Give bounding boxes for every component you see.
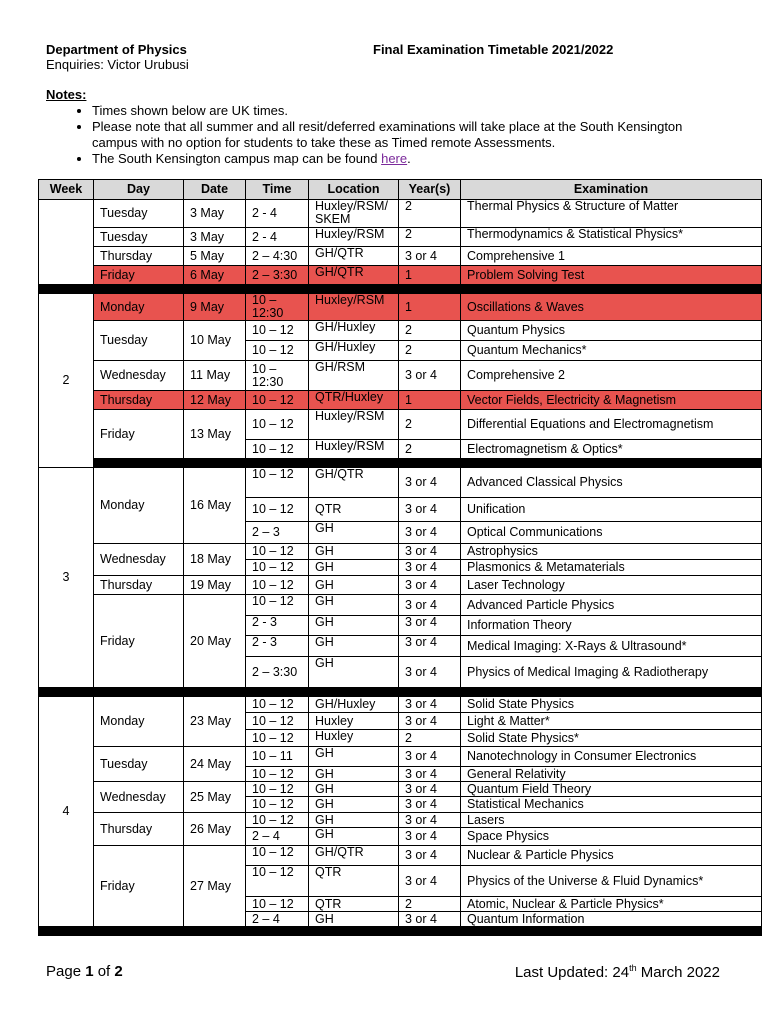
years-cell: 2 (399, 321, 461, 341)
time-cell: 10 – 12 (246, 797, 309, 813)
page-current: 1 (85, 963, 94, 980)
years-cell: 3 or 4 (399, 846, 461, 866)
time-cell: 2 - 4 (246, 200, 309, 228)
years-cell: 3 or 4 (399, 468, 461, 498)
col-time-header: Time (246, 180, 309, 200)
exam-cell: Solid State Physics* (461, 730, 762, 747)
day-cell: Thursday (94, 576, 184, 595)
table-row (39, 321, 762, 341)
location-cell: QTR (309, 897, 399, 912)
day-cell: Thursday (94, 391, 184, 410)
table-row (39, 228, 762, 247)
location-cell: Huxley/RSM (309, 410, 399, 440)
exam-cell: Comprehensive 1 (461, 247, 762, 266)
note-item: • Times shown below are UK times. (92, 103, 726, 119)
table-row (39, 595, 762, 616)
date-cell: 9 May (184, 294, 246, 321)
exam-cell: General Relativity (461, 767, 762, 782)
table-row (39, 846, 762, 866)
campus-map-link[interactable]: here (381, 151, 408, 166)
time-cell: 2 – 3:30 (246, 657, 309, 688)
time-cell: 10 – 12 (246, 321, 309, 341)
exam-cell: Differential Equations and Electromagnetism (461, 410, 762, 440)
date-cell: 20 May (184, 595, 246, 688)
years-cell: 1 (399, 294, 461, 321)
location-cell: GH (309, 560, 399, 576)
date-cell: 16 May (184, 468, 246, 544)
time-cell: 10 – 12 (246, 576, 309, 595)
exam-cell: Oscillations & Waves (461, 294, 762, 321)
years-cell: 3 or 4 (399, 697, 461, 713)
page-total: 2 (114, 963, 123, 980)
table-row-highlighted (39, 391, 762, 410)
location-cell: GH (309, 636, 399, 657)
years-cell: 1 (399, 266, 461, 285)
date-cell: 10 May (184, 321, 246, 361)
time-cell: 2 – 4 (246, 912, 309, 927)
enquiries-contact: Enquiries: Victor Urubusi (46, 57, 189, 72)
exam-cell: Atomic, Nuclear & Particle Physics* (461, 897, 762, 912)
exam-cell: Quantum Field Theory (461, 782, 762, 797)
location-cell: GH (309, 782, 399, 797)
years-cell: 2 (399, 341, 461, 361)
time-cell: 2 – 3 (246, 522, 309, 544)
years-cell: 3 or 4 (399, 576, 461, 595)
exam-cell: Laser Technology (461, 576, 762, 595)
time-cell: 10 – 12 (246, 897, 309, 912)
date-cell: 12 May (184, 391, 246, 410)
location-cell: QTR/Huxley (309, 391, 399, 410)
col-date-header: Date (184, 180, 246, 200)
week-separator (39, 688, 762, 697)
notes-section (46, 87, 726, 167)
page-of: of (93, 963, 115, 980)
note-item: • Please note that all summer and all resit/deferred examinations will take place at the South Kensington campus with no option for students to take these as Timed remote Assessments. (92, 119, 726, 151)
week-separator (39, 459, 762, 468)
years-cell: 3 or 4 (399, 813, 461, 828)
department-name: Department of Physics (46, 42, 187, 57)
table-row-highlighted (39, 294, 762, 321)
date-cell: 25 May (184, 782, 246, 813)
years-cell: 3 or 4 (399, 616, 461, 636)
page-indicator (46, 963, 123, 980)
day-cell: Wednesday (94, 361, 184, 391)
location-cell: GH/Huxley (309, 697, 399, 713)
exam-cell: Physics of the Universe & Fluid Dynamics* (461, 866, 762, 897)
table-row (39, 247, 762, 266)
week-cell: 4 (39, 697, 94, 927)
location-cell: GH (309, 657, 399, 688)
date-cell: 23 May (184, 697, 246, 747)
years-cell: 3 or 4 (399, 498, 461, 522)
location-cell: GH/QTR (309, 266, 399, 285)
time-cell: 10 – 12:30 (246, 361, 309, 391)
time-cell: 10 – 12 (246, 767, 309, 782)
col-week-header: Week (39, 180, 94, 200)
col-years-header: Year(s) (399, 180, 461, 200)
date-cell: 3 May (184, 228, 246, 247)
years-cell: 3 or 4 (399, 544, 461, 560)
location-cell: GH/QTR (309, 247, 399, 266)
exam-cell: Statistical Mechanics (461, 797, 762, 813)
timetable (38, 179, 762, 936)
location-cell: GH/QTR (309, 846, 399, 866)
time-cell: 10 – 12 (246, 498, 309, 522)
day-cell: Wednesday (94, 782, 184, 813)
day-cell: Friday (94, 410, 184, 459)
years-cell: 3 or 4 (399, 595, 461, 616)
table-row (39, 576, 762, 595)
time-cell: 10 – 12 (246, 782, 309, 797)
date-cell: 5 May (184, 247, 246, 266)
time-cell: 2 – 4:30 (246, 247, 309, 266)
location-cell: QTR (309, 498, 399, 522)
day-cell: Tuesday (94, 321, 184, 361)
location-cell: GH (309, 616, 399, 636)
location-cell: GH/Huxley (309, 321, 399, 341)
day-cell: Thursday (94, 247, 184, 266)
time-cell: 10 – 12 (246, 468, 309, 498)
location-cell: GH (309, 595, 399, 616)
document-title: Final Examination Timetable 2021/2022 (373, 42, 614, 57)
time-cell: 10 – 12 (246, 391, 309, 410)
map-note-text: The South Kensington campus map can be found (92, 151, 382, 166)
exam-cell: Problem Solving Test (461, 266, 762, 285)
time-cell: 10 – 12 (246, 846, 309, 866)
table-row (39, 697, 762, 713)
day-cell: Monday (94, 697, 184, 747)
years-cell: 1 (399, 391, 461, 410)
day-cell: Friday (94, 266, 184, 285)
updated-ordinal: th (629, 963, 637, 973)
exam-cell: Plasmonics & Metamaterials (461, 560, 762, 576)
years-cell: 3 or 4 (399, 912, 461, 927)
time-cell: 10 – 12 (246, 866, 309, 897)
location-cell: GH/RSM (309, 361, 399, 391)
exam-cell: Physics of Medical Imaging & Radiotherapy (461, 657, 762, 688)
date-cell: 19 May (184, 576, 246, 595)
exam-cell: Optical Communications (461, 522, 762, 544)
exam-cell: Quantum Mechanics* (461, 341, 762, 361)
years-cell: 2 (399, 897, 461, 912)
time-cell: 10 – 12 (246, 341, 309, 361)
location-cell: Huxley (309, 730, 399, 747)
location-cell: GH (309, 797, 399, 813)
exam-cell: Thermal Physics & Structure of Matter (461, 200, 762, 228)
exam-cell: Quantum Information (461, 912, 762, 927)
location-cell: GH/QTR (309, 468, 399, 498)
day-cell: Friday (94, 595, 184, 688)
page-prefix: Page (46, 963, 86, 980)
time-cell: 10 – 12 (246, 595, 309, 616)
exam-cell: Information Theory (461, 616, 762, 636)
time-cell: 10 – 12:30 (246, 294, 309, 321)
date-cell: 11 May (184, 361, 246, 391)
years-cell: 2 (399, 440, 461, 459)
col-location-header: Location (309, 180, 399, 200)
location-cell: Huxley/RSM (309, 228, 399, 247)
table-row (39, 468, 762, 498)
location-cell: GH (309, 544, 399, 560)
time-cell: 2 – 4 (246, 828, 309, 846)
location-cell: GH (309, 767, 399, 782)
time-cell: 10 – 12 (246, 560, 309, 576)
time-cell: 10 – 12 (246, 544, 309, 560)
location-cell: Huxley (309, 713, 399, 730)
time-cell: 2 - 4 (246, 228, 309, 247)
years-cell: 3 or 4 (399, 247, 461, 266)
years-cell: 3 or 4 (399, 866, 461, 897)
time-cell: 10 – 12 (246, 713, 309, 730)
exam-cell: Unification (461, 498, 762, 522)
exam-cell: Electromagnetism & Optics* (461, 440, 762, 459)
time-cell: 10 – 12 (246, 440, 309, 459)
years-cell: 2 (399, 730, 461, 747)
updated-prefix: Last Updated: 24 (514, 964, 630, 981)
years-cell: 2 (399, 410, 461, 440)
years-cell: 3 or 4 (399, 782, 461, 797)
week-separator (39, 285, 762, 294)
exam-cell: Medical Imaging: X-Rays & Ultrasound* (461, 636, 762, 657)
location-cell: Huxley/RSM (309, 440, 399, 459)
years-cell: 3 or 4 (399, 747, 461, 767)
exam-cell: Solid State Physics (461, 697, 762, 713)
exam-cell: Advanced Classical Physics (461, 468, 762, 498)
location-cell: GH (309, 747, 399, 767)
day-cell: Tuesday (94, 747, 184, 782)
exam-cell: Thermodynamics & Statistical Physics* (461, 228, 762, 247)
location-cell: GH (309, 828, 399, 846)
day-cell: Monday (94, 294, 184, 321)
years-cell: 3 or 4 (399, 657, 461, 688)
years-cell: 3 or 4 (399, 636, 461, 657)
date-cell: 13 May (184, 410, 246, 459)
location-cell: GH/Huxley (309, 341, 399, 361)
years-cell: 3 or 4 (399, 560, 461, 576)
day-cell: Tuesday (94, 200, 184, 228)
col-day-header: Day (94, 180, 184, 200)
week-cell: 2 (39, 294, 94, 468)
date-cell: 26 May (184, 813, 246, 846)
exam-cell: Light & Matter* (461, 713, 762, 730)
day-cell: Thursday (94, 813, 184, 846)
table-row (39, 200, 762, 228)
last-updated (515, 963, 720, 981)
location-cell: GH (309, 576, 399, 595)
table-row (39, 361, 762, 391)
week-cell (39, 200, 94, 285)
notes-title: Notes: (46, 87, 87, 102)
table-header-row (39, 180, 762, 200)
location-cell: GH (309, 522, 399, 544)
exam-cell: Astrophysics (461, 544, 762, 560)
location-cell: GH (309, 813, 399, 828)
time-cell: 10 – 11 (246, 747, 309, 767)
day-cell: Tuesday (94, 228, 184, 247)
note-item (92, 151, 726, 167)
years-cell: 2 (399, 228, 461, 247)
day-cell: Monday (94, 468, 184, 544)
updated-suffix: March 2022 (636, 964, 720, 981)
exam-cell: Comprehensive 2 (461, 361, 762, 391)
table-row (39, 782, 762, 797)
date-cell: 24 May (184, 747, 246, 782)
location-cell: QTR (309, 866, 399, 897)
exam-cell: Space Physics (461, 828, 762, 846)
years-cell: 3 or 4 (399, 713, 461, 730)
location-cell: Huxley/RSM (309, 294, 399, 321)
day-cell: Friday (94, 846, 184, 927)
table-row (39, 747, 762, 767)
map-note-end: . (407, 151, 411, 166)
time-cell: 10 – 12 (246, 813, 309, 828)
header-left (46, 42, 189, 72)
date-cell: 3 May (184, 200, 246, 228)
years-cell: 3 or 4 (399, 797, 461, 813)
day-cell: Wednesday (94, 544, 184, 576)
date-cell: 6 May (184, 266, 246, 285)
years-cell: 3 or 4 (399, 828, 461, 846)
table-row (39, 410, 762, 440)
years-cell: 3 or 4 (399, 767, 461, 782)
years-cell: 3 or 4 (399, 522, 461, 544)
time-cell: 10 – 12 (246, 410, 309, 440)
location-cell: Huxley/RSM/ SKEM (309, 200, 399, 228)
time-cell: 10 – 12 (246, 730, 309, 747)
time-cell: 10 – 12 (246, 697, 309, 713)
table-row (39, 544, 762, 560)
week-cell: 3 (39, 468, 94, 688)
col-exam-header: Examination (461, 180, 762, 200)
exam-cell: Lasers (461, 813, 762, 828)
years-cell: 3 or 4 (399, 361, 461, 391)
exam-cell: Vector Fields, Electricity & Magnetism (461, 391, 762, 410)
notes-list (46, 103, 726, 167)
exam-cell: Quantum Physics (461, 321, 762, 341)
time-cell: 2 - 3 (246, 636, 309, 657)
years-cell: 2 (399, 200, 461, 228)
table-row (39, 813, 762, 828)
exam-cell: Advanced Particle Physics (461, 595, 762, 616)
date-cell: 27 May (184, 846, 246, 927)
time-cell: 2 – 3:30 (246, 266, 309, 285)
exam-cell: Nuclear & Particle Physics (461, 846, 762, 866)
date-cell: 18 May (184, 544, 246, 576)
location-cell: GH (309, 912, 399, 927)
time-cell: 2 - 3 (246, 616, 309, 636)
week-separator (39, 927, 762, 936)
table-row-highlighted (39, 266, 762, 285)
exam-cell: Nanotechnology in Consumer Electronics (461, 747, 762, 767)
